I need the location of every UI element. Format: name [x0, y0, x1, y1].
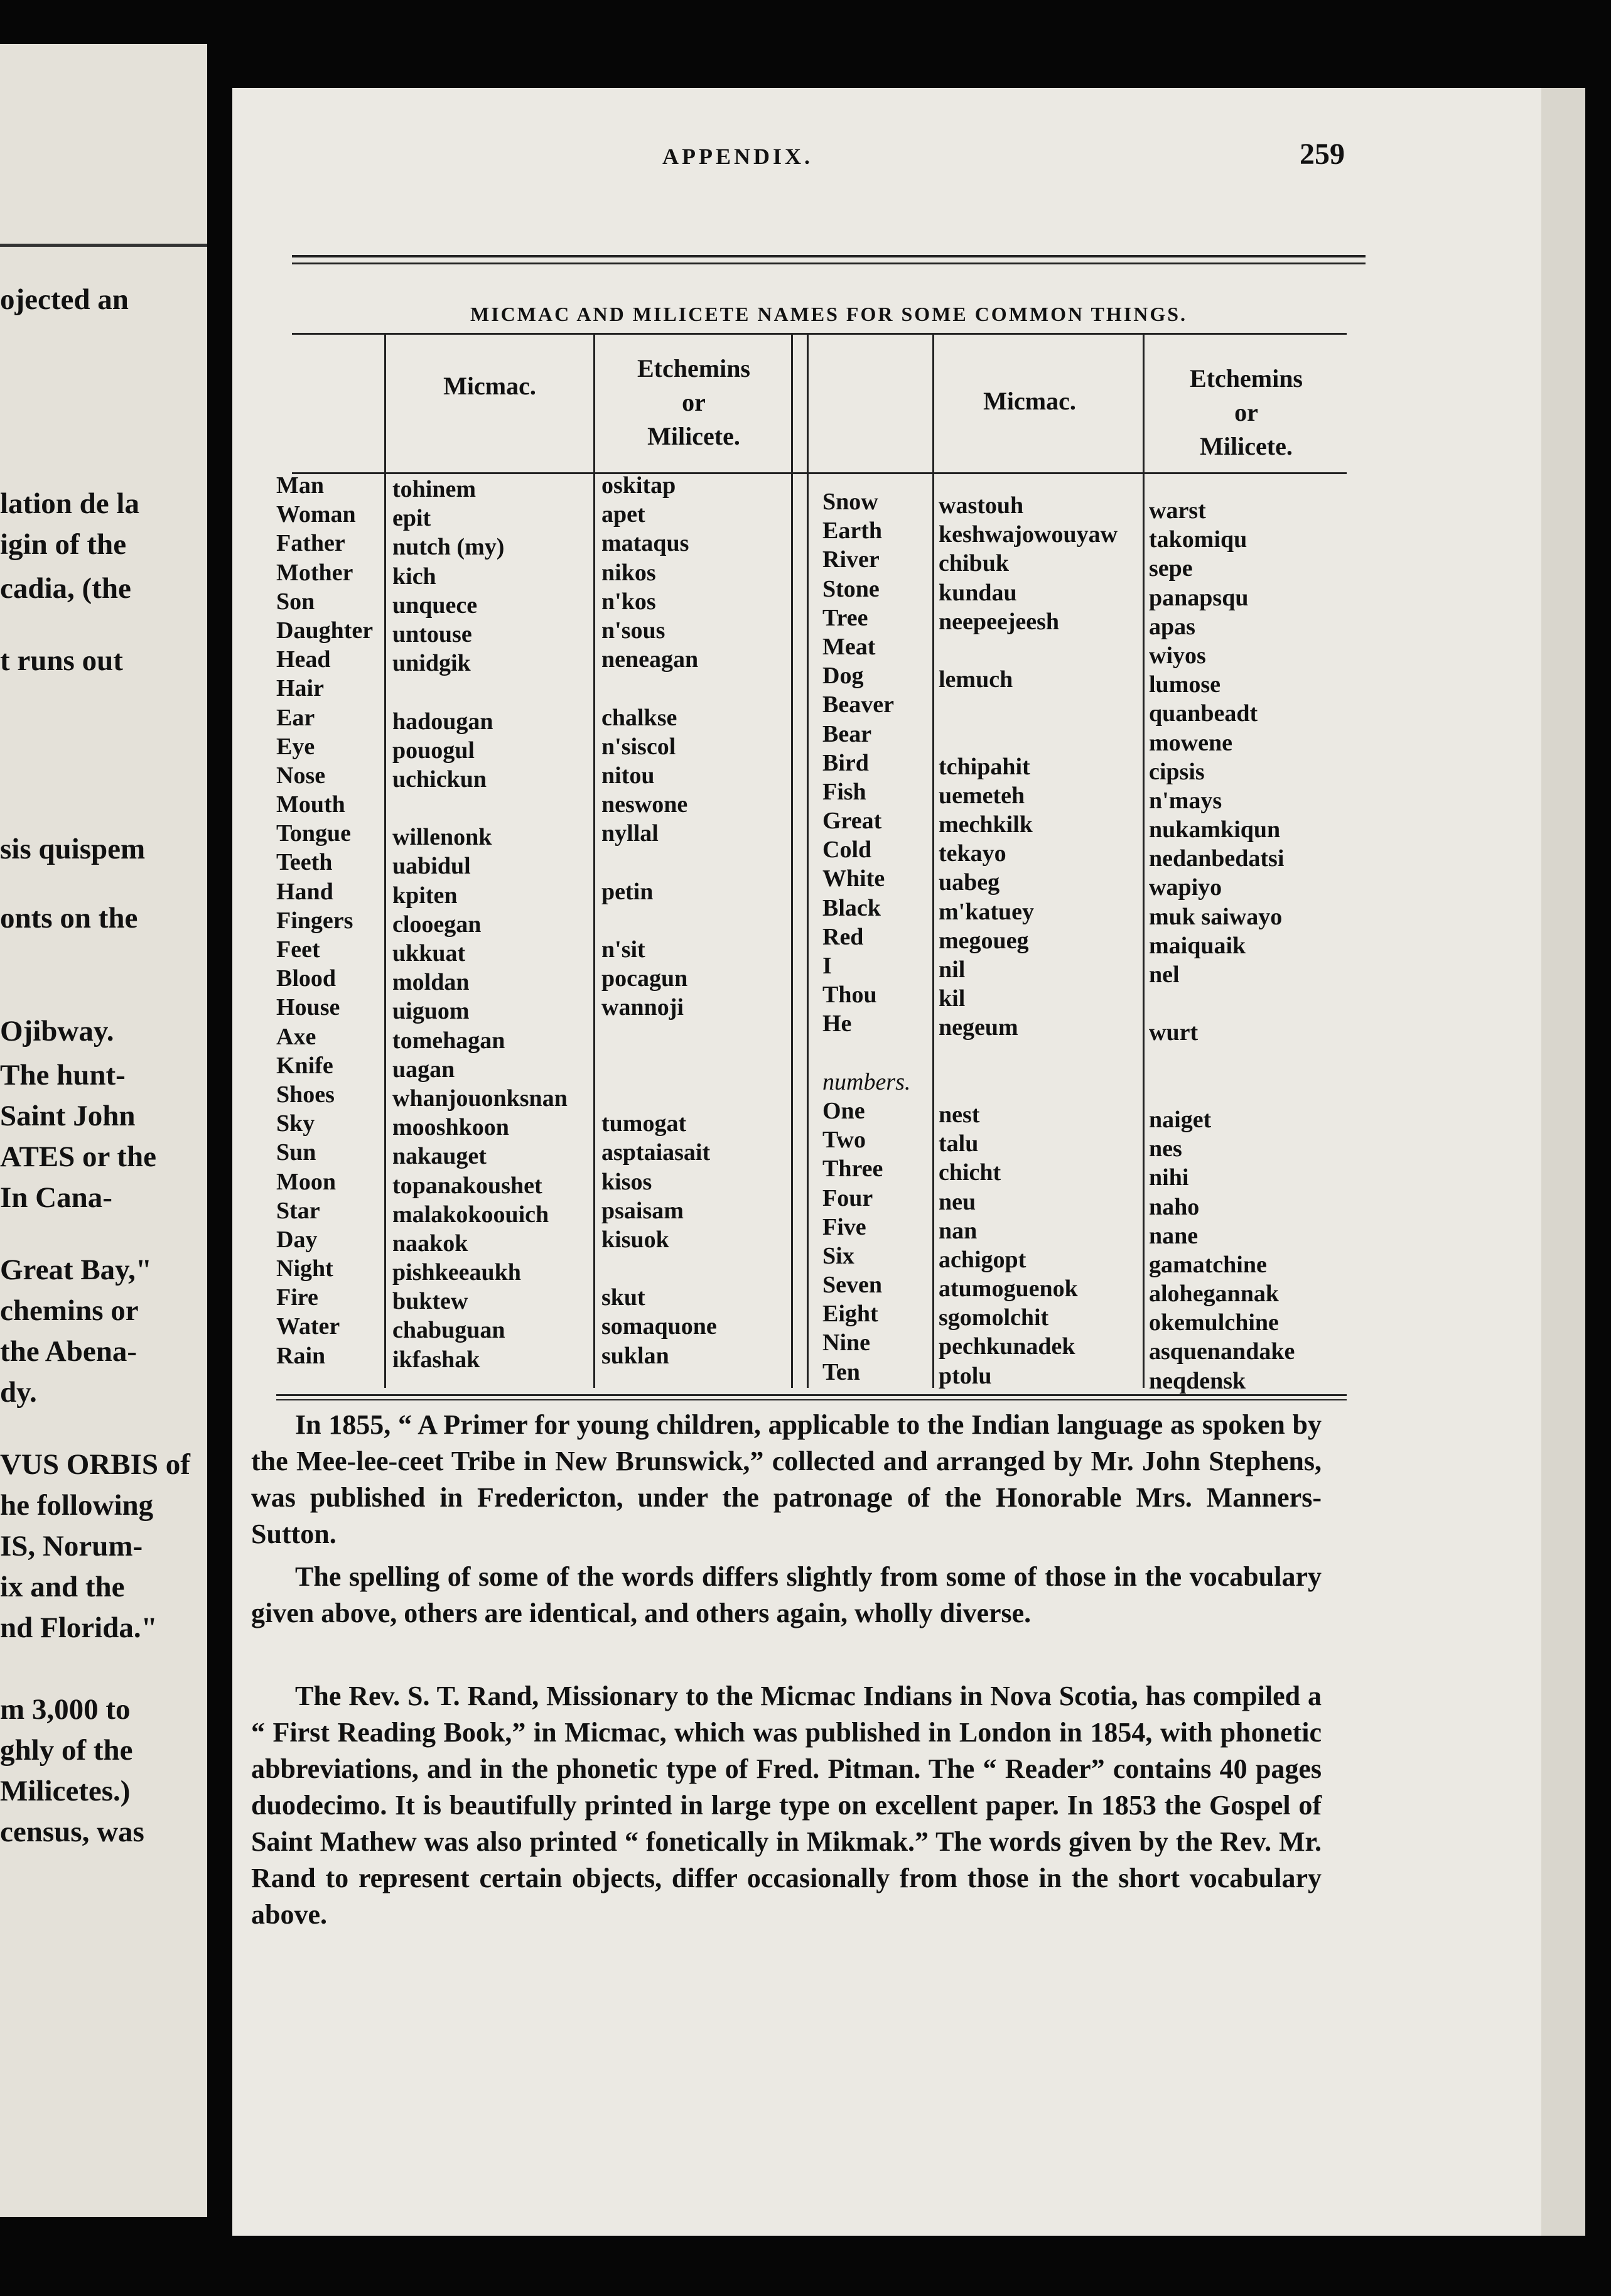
etchemins-word: nukamkiqun [1149, 816, 1281, 843]
micmac-word: uemeteh [939, 782, 1025, 809]
micmac-word: negeum [939, 1014, 1018, 1041]
micmac-word: kpiten [392, 882, 458, 909]
etchemins-word: okemulchine [1149, 1309, 1279, 1336]
micmac-word: kil [939, 985, 966, 1012]
micmac-word: pechkunadek [939, 1333, 1075, 1360]
micmac-word: lemuch [939, 666, 1013, 693]
etchemins-word: naho [1149, 1193, 1200, 1220]
left-page-text: The hunt- [0, 1059, 126, 1091]
micmac-word [939, 694, 1118, 723]
english-word: Blood [276, 965, 337, 992]
left-page-text: t runs out [0, 644, 123, 677]
english-word: Red [822, 923, 864, 950]
column-etchemins-left [601, 471, 717, 1370]
etchemins-word: suklan [601, 1342, 669, 1369]
english-word: Meat [822, 633, 876, 660]
english-word: Sky [276, 1110, 315, 1137]
left-page-text: IS, Norum- [0, 1530, 143, 1562]
etchemins-word: nyllal [601, 820, 659, 847]
etchemins-word: kisuok [601, 1226, 669, 1253]
paragraph-primer: In 1855, “ A Primer for young children, applicable to the Indian language as spoken by the Mee-lee-ceet Tribe in New Brunswick,” collected and arranged by Mr. John Stephens, was published in Fredericton, under the patronage of the Honorable Mrs. Manners-Sutton. [251, 1409, 1322, 1549]
column-etchemins-right [1149, 496, 1295, 1395]
etchemins-word: gamatchine [1149, 1251, 1267, 1278]
etchemins-word: takomiqu [1149, 526, 1247, 553]
etchemins-word: asptaiasait [601, 1139, 711, 1166]
english-word: Shoes [276, 1081, 335, 1108]
etchemins-word: apas [1149, 613, 1195, 640]
english-word: Three [822, 1156, 883, 1183]
english-word: Fingers [276, 907, 353, 934]
left-page-text: igin of the [0, 528, 127, 561]
english-word: Snow [822, 489, 878, 515]
etchemins-word: mataqus [601, 530, 689, 557]
english-word: Man [276, 472, 324, 499]
etchemins-word: wapiyo [1149, 874, 1222, 901]
etchemins-word: neqdensk [1149, 1367, 1246, 1394]
etchemins-word: muk saiwayo [1149, 903, 1283, 930]
column-rule [593, 333, 595, 1388]
english-word: White [822, 865, 885, 892]
paragraph-rand: The Rev. S. T. Rand, Missionary to the Micmac Indians in Nova Scotia, has compiled a “ First Reading Book,” in Micmac, which was published in London in 1854, with phonetic abbreviations, and in the phonetic type of Fred. Pitman. The “ Reader” contains 40 pages duodecimo. It is beautifully printed in large type on excellent paper. In 1853 the Gospel of Saint Mathew was also printed “ fonetically in Mikmak.” The words given by the Rev. Mr. Rand to represent certain objects, differ occasionally from those in the short vocabulary above. [251, 1681, 1322, 1930]
etchemins-word: n'kos [601, 588, 656, 615]
etchemins-word: cipsis [1149, 758, 1205, 785]
column-rule [807, 333, 809, 1388]
micmac-word: epit [392, 505, 431, 532]
micmac-word: mechkilk [939, 811, 1033, 838]
etchemins-word: n'siscol [601, 733, 676, 760]
left-page-text: Milicetes.) [0, 1775, 131, 1807]
etchemins-word: n'mays [1149, 787, 1222, 814]
english-word: Water [276, 1313, 340, 1340]
etchemins-word: maiquaik [1149, 932, 1246, 959]
english-word: Fire [276, 1284, 318, 1311]
etchemins-word: alohegannak [1149, 1281, 1279, 1308]
micmac-word: clooegan [392, 911, 482, 938]
etchemins-word: kisos [601, 1168, 652, 1195]
table-bottom-rule-thin [276, 1399, 1347, 1400]
micmac-word: unquece [392, 592, 478, 619]
etchemins-word: quanbeadt [1149, 700, 1258, 727]
micmac-word: uabeg [939, 869, 1000, 896]
english-word: Mother [276, 559, 353, 586]
etchemins-word: mowene [1149, 729, 1232, 756]
column-micmac-right [939, 491, 1118, 1390]
english-word: I [822, 953, 832, 979]
micmac-word [939, 723, 1118, 752]
left-page-text: ix and the [0, 1571, 125, 1603]
table-title: MICMAC AND MILICETE NAMES FOR SOME COMMON THINGS. [470, 303, 1187, 325]
micmac-word: m'katuey [939, 898, 1034, 925]
english-word: Nose [276, 762, 326, 789]
english-word: Earth [822, 517, 882, 544]
table-top-rule [292, 333, 1347, 335]
left-page-text: ghly of the [0, 1734, 133, 1767]
micmac-word: uagan [392, 1056, 455, 1083]
micmac-word: atumoguenok [939, 1275, 1078, 1302]
micmac-word: megoueg [939, 927, 1029, 954]
etchemins-word: panapsqu [1149, 584, 1249, 611]
micmac-word: keshwajowouyaw [939, 521, 1118, 548]
column-micmac-left [392, 475, 568, 1374]
english-word: Stone [822, 575, 880, 602]
etchemins-word: wurt [1149, 1019, 1199, 1046]
column-rule [384, 333, 386, 1388]
micmac-word: unidgik [392, 650, 471, 677]
english-word: Teeth [276, 849, 333, 876]
micmac-word: nil [939, 956, 966, 983]
micmac-word: uabidul [392, 853, 471, 880]
english-word: Knife [276, 1052, 333, 1079]
etchemins-word [1149, 1076, 1295, 1105]
column-rule [791, 333, 793, 1388]
english-word: Seven [822, 1272, 882, 1299]
micmac-word: nest [939, 1101, 980, 1128]
etchemins-word: asquenandake [1149, 1338, 1295, 1365]
english-word: Day [276, 1226, 318, 1253]
etchemins-word [601, 848, 717, 877]
paragraph-spelling: The spelling of some of the words differs slightly from some of those in the vocabulary given above, others are identical, and others again, wholly diverse. [251, 1561, 1322, 1628]
micmac-word: buktew [392, 1288, 468, 1315]
english-word: Five [822, 1213, 866, 1240]
etchemins-word [601, 1022, 717, 1051]
etchemins-word [601, 906, 717, 935]
etchemins-word: wiyos [1149, 642, 1206, 669]
micmac-word: tohinem [392, 476, 476, 502]
micmac-word: uiguom [392, 998, 470, 1025]
etchemins-word [1149, 1048, 1295, 1076]
micmac-word: kich [392, 563, 436, 590]
english-word: Hand [276, 878, 333, 905]
micmac-word: willenonk [392, 824, 492, 851]
english-word: Dog [822, 663, 864, 690]
table-bottom-rule [276, 1394, 1347, 1396]
etchemins-word [1149, 989, 1295, 1018]
etchemins-word: nes [1149, 1135, 1182, 1162]
micmac-word [939, 1042, 1118, 1071]
left-page-text: dy. [0, 1376, 37, 1409]
micmac-word: topanakoushet [392, 1172, 542, 1199]
english-word: He [822, 1010, 852, 1037]
header-etchemins-right: Etchemins or Milicete. [1190, 364, 1303, 460]
etchemins-word: wannoji [601, 994, 684, 1021]
etchemins-word: skut [601, 1284, 645, 1311]
header-rule-thin [292, 263, 1366, 264]
left-page-text: sis quispem [0, 833, 146, 865]
etchemins-word [601, 1051, 717, 1080]
etchemins-word: oskitap [601, 472, 676, 499]
english-word: Four [822, 1184, 873, 1211]
english-word: Thou [822, 982, 877, 1009]
english-word: Woman [276, 501, 356, 528]
etchemins-word: lumose [1149, 671, 1220, 698]
etchemins-word: warst [1149, 497, 1206, 524]
left-page-text: census, was [0, 1816, 144, 1848]
etchemins-word: nane [1149, 1222, 1199, 1249]
header-etchemins-left: Etchemins or Milicete. [637, 354, 750, 450]
left-page-text: chemins or [0, 1294, 139, 1327]
micmac-word: untouse [392, 620, 472, 647]
column-rule [932, 333, 934, 1388]
micmac-word: neepeejeesh [939, 608, 1060, 635]
micmac-word: nan [939, 1217, 978, 1244]
micmac-word: tekayo [939, 840, 1006, 867]
etchemins-word: nedanbedatsi [1149, 845, 1285, 872]
english-word: Beaver [822, 691, 894, 718]
micmac-word: whanjouonksnan [392, 1085, 568, 1112]
micmac-word: neu [939, 1188, 976, 1215]
english-word: Nine [822, 1329, 870, 1356]
english-word: numbers. [822, 1068, 911, 1095]
etchemins-word: nikos [601, 559, 656, 586]
english-word: Ear [276, 704, 315, 731]
micmac-word: sgomolchit [939, 1304, 1049, 1331]
etchemins-word [601, 1254, 717, 1283]
micmac-word: nutch (my) [392, 534, 505, 561]
etchemins-word: psaisam [601, 1197, 684, 1224]
micmac-word [939, 1071, 1118, 1100]
english-word: Two [822, 1127, 866, 1154]
etchemins-word: neneagan [601, 646, 699, 673]
english-word: Rain [276, 1342, 326, 1369]
english-word: Cold [822, 837, 872, 864]
english-word: Tree [822, 604, 868, 631]
english-word: Daughter [276, 617, 374, 644]
english-word: Head [276, 646, 331, 673]
left-page-text: VUS ORBIS of [0, 1448, 190, 1481]
english-word: Night [276, 1255, 333, 1282]
english-word: River [822, 546, 880, 573]
english-word: Hair [276, 675, 324, 702]
left-page-text: nd Florida." [0, 1611, 158, 1644]
left-page-text: Ojibway. [0, 1015, 114, 1048]
etchemins-word: tumogat [601, 1110, 687, 1137]
etchemins-word: petin [601, 878, 654, 905]
micmac-word: naakok [392, 1230, 468, 1257]
etchemins-word: naiget [1149, 1106, 1212, 1133]
left-page-text: m 3,000 to [0, 1693, 131, 1726]
english-word: Eye [276, 733, 315, 760]
etchemins-word: nel [1149, 961, 1180, 988]
micmac-word: talu [939, 1130, 979, 1157]
table-header-rule [292, 472, 1347, 474]
left-page-text: Saint John [0, 1100, 136, 1132]
column-rule [1143, 333, 1145, 1388]
page-number: 259 [1300, 138, 1345, 171]
english-word: Ten [822, 1358, 860, 1385]
header-micmac-left: Micmac. [443, 372, 536, 400]
etchemins-word: apet [601, 501, 645, 528]
english-word: Eight [822, 1301, 878, 1328]
etchemins-word [601, 1080, 717, 1109]
column-english-right [822, 487, 910, 1387]
left-page-text: ATES or the [0, 1140, 156, 1173]
english-word: Great [822, 808, 882, 835]
english-word: Black [822, 894, 881, 921]
left-page-rule [0, 244, 207, 247]
english-word: Axe [276, 1023, 316, 1050]
english-word: Mouth [276, 791, 345, 818]
micmac-word: hadougan [392, 708, 493, 735]
etchemins-word: sepe [1149, 555, 1193, 582]
english-word: Sun [276, 1139, 316, 1166]
micmac-word: chicht [939, 1159, 1001, 1186]
english-word: One [822, 1097, 865, 1124]
english-word: Tongue [276, 820, 351, 847]
column-english-left [276, 471, 373, 1370]
left-page-text: he following [0, 1489, 154, 1522]
left-page-text: In Cana- [0, 1181, 112, 1214]
left-page-text: lation de la [0, 487, 139, 520]
micmac-word: wastouh [939, 492, 1024, 519]
page-edge [1541, 88, 1585, 2236]
etchemins-word: n'sous [601, 617, 665, 644]
micmac-word: kundau [939, 579, 1017, 606]
micmac-word: pouogul [392, 737, 475, 764]
micmac-word: achigopt [939, 1246, 1026, 1273]
micmac-word: moldan [392, 969, 470, 996]
left-page-text: the Abena- [0, 1335, 137, 1368]
english-word: Son [276, 588, 315, 615]
english-word: Six [822, 1242, 854, 1269]
english-word: Bear [822, 720, 872, 747]
micmac-word: ukkuat [392, 940, 466, 967]
micmac-word: uchickun [392, 766, 487, 793]
etchemins-word [601, 674, 717, 703]
english-word: Star [276, 1197, 320, 1224]
micmac-word [939, 636, 1118, 665]
micmac-word: malakokoouich [392, 1201, 549, 1228]
header-micmac-right: Micmac. [983, 387, 1076, 415]
etchemins-word: n'sit [601, 936, 645, 963]
english-word [822, 1039, 910, 1068]
english-word: Fish [822, 778, 866, 805]
etchemins-word: nitou [601, 762, 655, 789]
etchemins-word: chalkse [601, 704, 677, 731]
micmac-word: mooshkoon [392, 1114, 509, 1141]
english-word: Feet [276, 936, 320, 963]
left-page-text: onts on the [0, 902, 138, 934]
english-word: Moon [276, 1168, 336, 1195]
left-page-fragment [0, 44, 207, 2217]
english-word: Father [276, 530, 345, 557]
micmac-word: chibuk [939, 550, 1009, 577]
micmac-word: ikfashak [392, 1346, 480, 1373]
micmac-word: tomehagan [392, 1027, 505, 1054]
micmac-word: tchipahit [939, 753, 1030, 780]
left-page-text: Great Bay," [0, 1254, 152, 1286]
micmac-word [392, 678, 568, 707]
left-page-text: ojected an [0, 283, 129, 316]
etchemins-word: pocagun [601, 965, 688, 992]
micmac-word [392, 794, 568, 823]
micmac-word: ptolu [939, 1362, 992, 1389]
english-word: House [276, 994, 340, 1021]
left-page-text: cadia, (the [0, 572, 131, 605]
etchemins-word: somaquone [601, 1313, 717, 1340]
english-word: Bird [822, 749, 869, 776]
etchemins-word: neswone [601, 791, 688, 818]
running-head: APPENDIX. [662, 144, 813, 169]
micmac-word: chabuguan [392, 1317, 505, 1344]
micmac-word: pishkeeaukh [392, 1259, 521, 1286]
micmac-word: nakauget [392, 1143, 487, 1170]
header-rule [292, 255, 1366, 257]
etchemins-word: nihi [1149, 1164, 1189, 1191]
